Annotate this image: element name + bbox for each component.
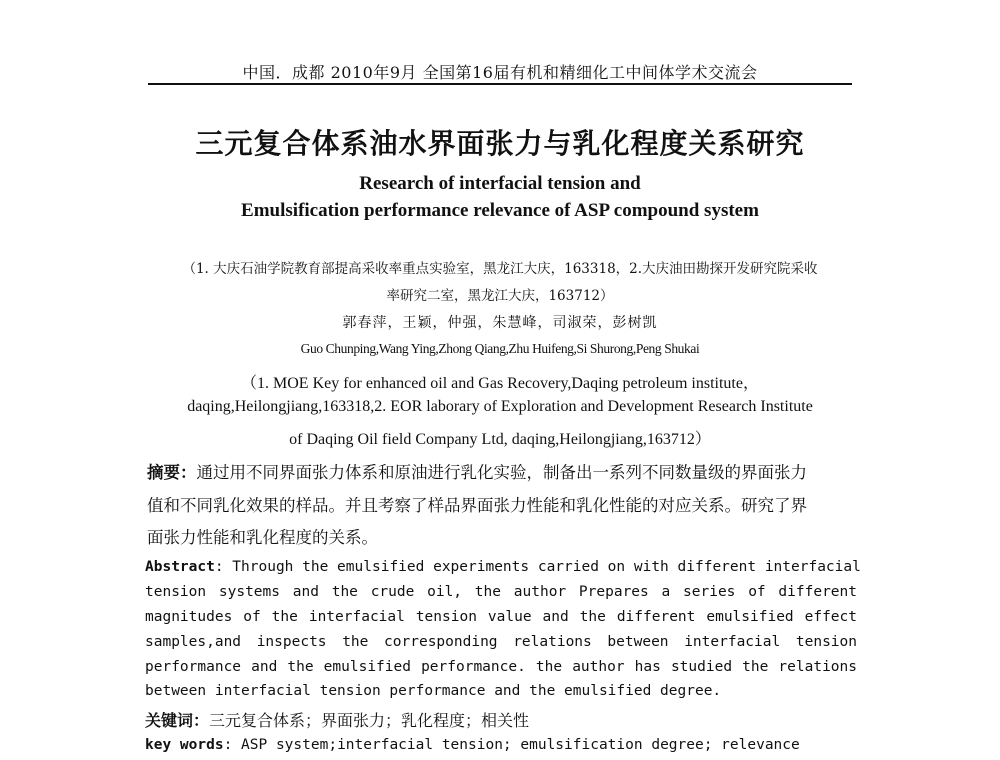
keywords-english-text: : ASP system;interfacial tension; emulsification degree; relevance [223,737,800,753]
abstract-chinese-line-1 [147,459,857,483]
abstract-chinese-line-2: 值和不同乳化效果的样品。并且考察了样品界面张力性能和乳化性能的对应关系。研究了界 [147,496,807,515]
header-rule [148,83,852,85]
abstract-english-text-1: : Through the emulsified experiments carried on with different interfacial [214,559,861,575]
abstract-chinese-label: 摘要： [147,463,197,482]
abstract-chinese-text-1: 通过用不同界面张力体系和原油进行乳化实验，制备出一系列不同数量级的界面张力 [196,463,807,482]
authors-chinese: 郭春萍，王颖，仲强，朱慧峰，司淑荣，彭树凯 [342,315,658,331]
abstract-english-line-5: performance and the emulsified performance. the author has studied the relations [145,659,857,675]
affiliation-chinese-line-2: 率研究二室，黑龙江大庆，163712） [386,288,614,304]
title-english-line-1: Research of interfacial tension and [359,173,641,194]
abstract-english-line-3: magnitudes of the interfacial tension value and the different emulsified effect [145,609,857,625]
abstract-english-line-2: tension systems and the crude oil, the author Prepares a series of different [145,584,857,600]
keywords-chinese-label: 关键词： [145,711,210,730]
abstract-english-label: Abstract [145,559,215,575]
abstract-english-line-6: between interfacial tension performance and the emulsified degree. [145,683,722,699]
keywords-chinese-text: 三元复合体系；界面张力；乳化程度；相关性 [209,711,530,730]
keywords-english-label: key words [145,737,224,753]
affiliation-chinese-line-1: （1. 大庆石油学院教育部提高采收率重点实验室，黑龙江大庆，163318，2.大庆油田勘探开发研究院采收 [182,261,818,277]
keywords-english [145,737,800,753]
abstract-english-line-4: samples,and inspects the corresponding relations between interfacial tension [145,634,857,650]
title-chinese: 三元复合体系油水界面张力与乳化程度关系研究 [195,127,805,160]
affiliation-english-line-2: daqing,Heilongjiang,163318,2. EOR laborary of Exploration and Development Research Institute [187,398,813,415]
abstract-chinese-line-3: 面张力性能和乳化程度的关系。 [147,528,378,547]
affiliation-english-line-1: （1. MOE Key for enhanced oil and Gas Recovery,Daqing petroleum institute， [241,375,759,392]
conference-header: 中国．成都 2010年9月 全国第16届有机和精细化工中间体学术交流会 [242,63,758,82]
keywords-chinese [145,708,529,731]
title-english-line-2: Emulsification performance relevance of ASP compound system [241,200,759,221]
affiliation-english-line-3: of Daqing Oil field Company Ltd, daqing,Heilongjiang,163712） [289,431,711,448]
abstract-english-line-1 [145,559,861,575]
authors-english: Guo Chunping,Wang Ying,Zhong Qiang,Zhu Huifeng,Si Shurong,Peng Shukai [300,341,700,356]
